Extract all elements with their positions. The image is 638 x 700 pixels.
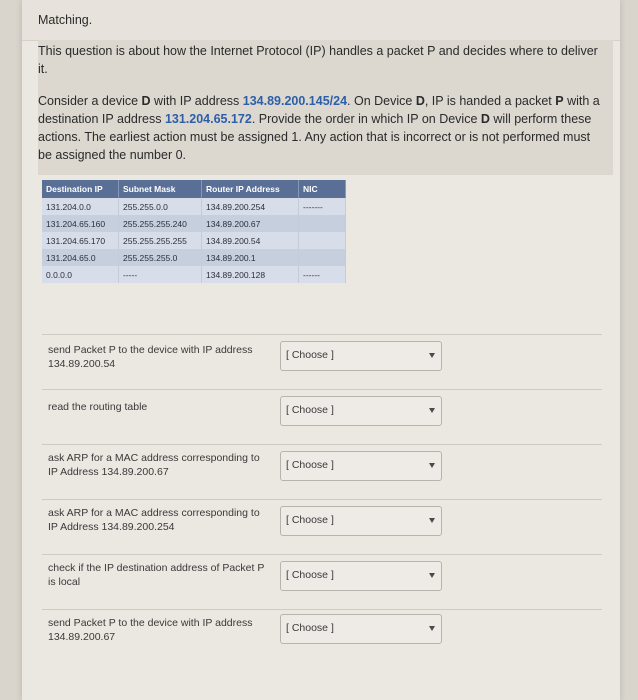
device-ip: 134.89.200.145/24 bbox=[242, 94, 348, 108]
order-select-value: [ Choose ] bbox=[286, 514, 334, 526]
chevron-down-icon bbox=[429, 353, 435, 358]
table-cell: 0.0.0.0 bbox=[42, 266, 119, 283]
table-cell: 134.89.200.128 bbox=[202, 266, 299, 283]
question-header bbox=[22, 0, 620, 41]
table-cell: 255.255.0.0 bbox=[119, 198, 202, 215]
order-select-value: [ Choose ] bbox=[286, 569, 334, 581]
column-header: Router IP Address bbox=[202, 180, 299, 198]
question-intro: This question is about how the Internet Protocol (IP) handles a packet P and decides where to deliver it. bbox=[38, 44, 598, 76]
order-select-value: [ Choose ] bbox=[286, 622, 334, 634]
routing-table-header bbox=[42, 180, 346, 198]
device-name: D bbox=[141, 94, 151, 108]
table-cell: 131.204.65.170 bbox=[42, 232, 119, 249]
table-cell: 134.89.200.1 bbox=[202, 249, 299, 266]
table-row bbox=[42, 249, 346, 266]
table-cell: 134.89.200.254 bbox=[202, 198, 299, 215]
table-cell: ----- bbox=[119, 266, 202, 283]
chevron-down-icon bbox=[429, 626, 435, 631]
question-scenario bbox=[38, 92, 604, 164]
table-cell bbox=[299, 215, 346, 232]
matching-item bbox=[42, 554, 602, 609]
destination-ip: 131.204.65.172 bbox=[164, 112, 252, 126]
order-select[interactable] bbox=[280, 341, 442, 371]
matching-item-label: check if the IP destination address of Packet P is local bbox=[48, 562, 265, 588]
table-cell: 131.204.65.160 bbox=[42, 215, 119, 232]
table-cell: ------- bbox=[299, 198, 346, 215]
matching-item bbox=[42, 499, 602, 554]
column-header: Subnet Mask bbox=[119, 180, 202, 198]
matching-item bbox=[42, 609, 602, 664]
table-cell: 255.255.255.240 bbox=[119, 215, 202, 232]
chevron-down-icon bbox=[429, 518, 435, 523]
packet-name: P bbox=[555, 94, 564, 108]
table-cell bbox=[299, 249, 346, 266]
scenario-text: . Provide the order in which IP on Device bbox=[251, 112, 481, 126]
column-header: NIC bbox=[299, 180, 346, 198]
table-cell: 131.204.0.0 bbox=[42, 198, 119, 215]
matching-item-label: send Packet P to the device with IP address 134.89.200.54 bbox=[48, 344, 253, 370]
order-select[interactable] bbox=[280, 451, 442, 481]
table-row bbox=[42, 215, 346, 232]
device-name: D bbox=[415, 94, 425, 108]
order-select[interactable] bbox=[280, 506, 442, 536]
scenario-text: , IP is handed a packet bbox=[424, 94, 556, 108]
chevron-down-icon bbox=[429, 408, 435, 413]
routing-table bbox=[42, 180, 346, 283]
column-header: Destination IP bbox=[42, 180, 119, 198]
matching-item bbox=[42, 334, 602, 389]
table-cell: ------ bbox=[299, 266, 346, 283]
table-row bbox=[42, 232, 346, 249]
matching-item-label: ask ARP for a MAC address corresponding to IP Address 134.89.200.67 bbox=[48, 452, 260, 478]
matching-item-label: read the routing table bbox=[48, 401, 148, 413]
scenario-text: Consider a device bbox=[38, 94, 142, 108]
scenario-text: with a destination IP address bbox=[38, 94, 600, 126]
scenario-text: with IP address bbox=[150, 94, 243, 108]
order-select[interactable] bbox=[280, 561, 442, 591]
table-row bbox=[42, 266, 346, 283]
scenario-text: will perform these actions. The earliest action must be assigned 1. Any action that is incorrect or is not performed must be assigned the number 0. bbox=[38, 112, 592, 162]
order-select-value: [ Choose ] bbox=[286, 404, 334, 416]
matching-item bbox=[42, 389, 602, 444]
scenario-text: . On Device bbox=[347, 94, 416, 108]
table-cell: 255.255.255.0 bbox=[119, 249, 202, 266]
table-cell: 134.89.200.67 bbox=[202, 215, 299, 232]
device-name: D bbox=[480, 112, 490, 126]
matching-item-label: ask ARP for a MAC address corresponding to IP Address 134.89.200.254 bbox=[48, 507, 260, 533]
table-row bbox=[42, 198, 346, 215]
order-select-value: [ Choose ] bbox=[286, 459, 334, 471]
matching-item-label: send Packet P to the device with IP address 134.89.200.67 bbox=[48, 617, 253, 643]
matching-item bbox=[42, 444, 602, 499]
order-select[interactable] bbox=[280, 396, 442, 426]
table-cell bbox=[299, 232, 346, 249]
question-type-label: Matching. bbox=[38, 13, 93, 27]
order-select[interactable] bbox=[280, 614, 442, 644]
chevron-down-icon bbox=[429, 573, 435, 578]
chevron-down-icon bbox=[429, 463, 435, 468]
table-cell: 255.255.255.255 bbox=[119, 232, 202, 249]
table-cell: 134.89.200.54 bbox=[202, 232, 299, 249]
table-cell: 131.204.65.0 bbox=[42, 249, 119, 266]
order-select-value: [ Choose ] bbox=[286, 349, 334, 361]
